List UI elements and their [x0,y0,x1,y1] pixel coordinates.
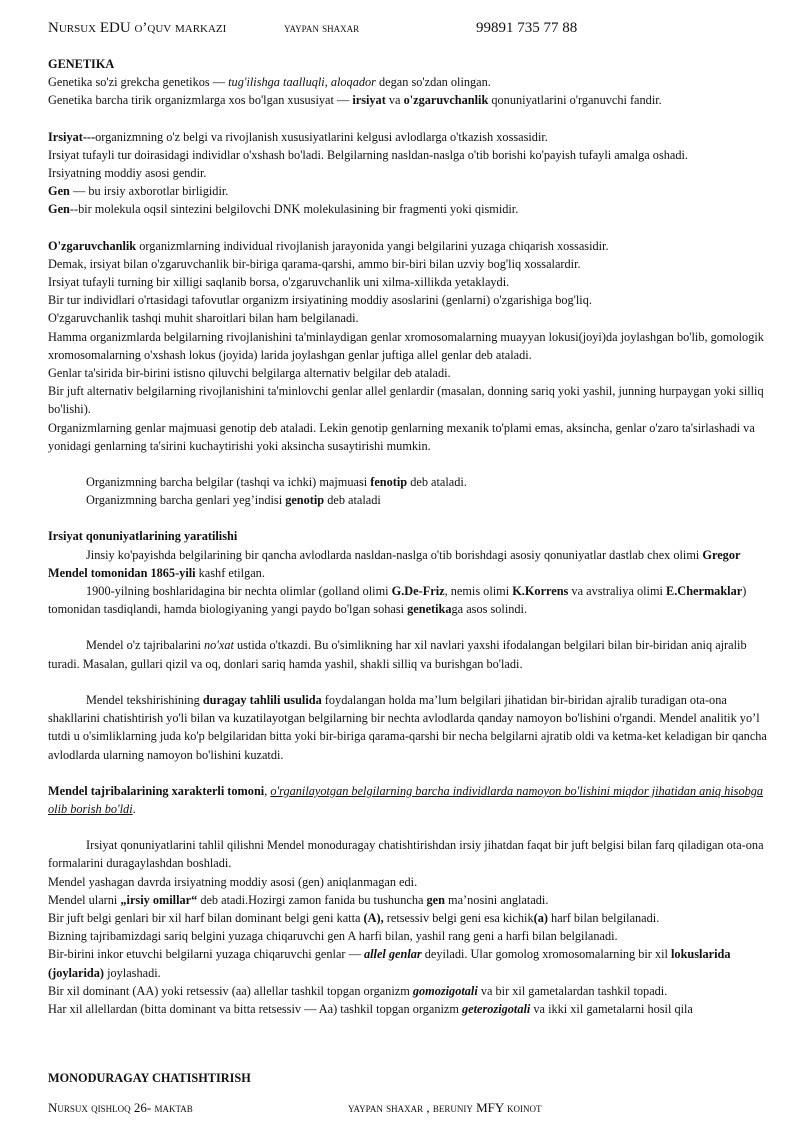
paragraph: O'zgaruvchanlik organizmlarning individual rivojlanish jarayonida yangi belgilarini yuzaga chiqarish xossasidir. [48,238,609,253]
paragraph: Irsiyatning moddiy asosi gendir. [48,166,207,181]
section-title-irsiyat: Irsiyat qonuniyatlarining yaratilishi [48,529,238,544]
paragraph: Irsiyat tufayli turning bir xilligi saqlanib borsa, o'zgaruvchanlik uni xilma-xillikda yetaklaydi. [48,275,510,290]
paragraph: Hamma organizmlarda belgilarning rivojlanishini ta'minlaydigan genlar xromosomalarning muayyan lokusi(joyi)da joylashgan bo'lib, gomologik xromosomalarning o'xshash lokus (joyida) larida joylashgan genlar juftiga allel genlar deb ataladi. [48,329,764,362]
paragraph: Mendel yashagan davrda irsiyatning moddiy asosi (gen) aniqlanmagan edi. [48,874,418,889]
paragraph: Gen--bir molekula oqsil sintezini belgilovchi DNK molekulasining bir fragmenti yoki qismidir. [48,202,519,217]
footer-school: Nursux qishloq 26- maktab [48,1100,193,1115]
paragraph: 1900-yilning boshlaridagina bir nechta olimlar (golland olimi G.De-Friz, nemis olimi K.Korrens va avstraliya olimi E.Chermaklar) tomonidan tasdiqlandi, hamda biologiyaning yangi paydo bo'lgan sohasi genetikaga asos solindi. [48,584,747,617]
header-phone: 99891 735 77 88 [476,20,578,36]
page-footer [48,1100,768,1120]
paragraph: Irsiyat tufayli tur doirasidagi individlar o'xshash bo'ladi. Belgilarning nasldan-naslga o'tib borishi ko'payish tufayli amalga oshadi. [48,147,688,162]
paragraph: Mendel tekshirishining duragay tahlili usulida foydalangan holda ma’lum belgilari jihatidan bir-biridan ajralib turadigan ota-ona shakllarini chatishtirish yo'li bilan va kuzatilayotgan belgilarning bir nechta avlodlarda qanday namoyon bo'lishini o'rgandi. Mendel analitik yo’l tutdi u o'simliklarning juda ko'p belgilaridan bitta yoki bir-biriga qarama-qarshi bir necha belgilarni ajratib oldi va ketma-ket keladigan bir qancha avlodlarda ularning namoyon bo'lishini kuzatdi. [48,692,767,762]
paragraph: Bir xil dominant (AA) yoki retsessiv (aa) allellar tashkil topgan organizm gomozigotali va bir xil gametalardan tashkil topadi. [48,983,668,998]
section-title-genetika: GENETIKA [48,57,115,71]
paragraph: Genlar ta'sirida bir-birini istisno qiluvchi belgilarga alternativ belgilar deb ataladi. [48,366,451,381]
paragraph: Organizmning barcha belgilar (tashqi va ichki) majmuasi fenotip deb ataladi. [86,475,467,490]
paragraph: Irsiyat qonuniyatlarini tahlil qilishni Mendel monoduragay chatishtirishdan irsiy jihatdan faqat bir juft belgisi bilan farq qiladigan ota-ona formalarini duragaylashdan boshladi. [48,838,764,871]
paragraph: Har xil allellardan (bitta dominant va bitta retsessiv — Aa) tashkil topgan organizm geterozigotali va ikki xil gametalarni hosil qila [48,1001,693,1016]
header-org: Nursux EDU o’quv markazi [48,20,227,36]
paragraph: Mendel o'z tajribalarini no'xat ustida o'tkazdi. Bu o'simlikning har xil navlari yaxshi ifodalangan belgilari bilan bir-biridan aniq ajralib turadi. Masalan, gullari qizil va oq, donlari sariq hamda yashil, shakli silliq va burishgan bo'ladi. [48,638,747,671]
paragraph: Organizmlarning genlar majmuasi genotip deb ataladi. Lekin genotip genlarning mexanik to'plami emas, aksincha, genlar o'zaro ta'sirlashadi va yonidagi genlarning ta'sirini kuchaytirishi yoki aksincha susaytirishi mumkin. [48,420,755,453]
paragraph: Organizmning barcha genlari yeg’indisi genotip deb ataladi [86,493,381,508]
next-section-title: MONODURAGAY CHATISHTIRISH [48,1071,251,1085]
paragraph: O'zgaruvchanlik tashqi muhit sharoitlari bilan ham belgilanadi. [48,311,359,326]
paragraph: Mendel ularni „irsiy omillar“ deb atadi.Hozirgi zamon fanida bu tushuncha gen ma’nosini anglatadi. [48,892,549,907]
paragraph: Genetika so'zi grekcha genetikos — tug'ilishga taalluqli, aloqador degan so'zdan olingan. [48,75,491,90]
document-body [48,55,768,1018]
header-author: yaypan shaxar [284,20,360,35]
paragraph: Bir juft belgi genlari bir xil harf bilan dominant belgi geni katta (A), retsessiv belgi geni esa kichik(a) harf bilan belgilanadi. [48,910,660,925]
footer-location: yaypan shaxar , beruniy MFY koinot [348,1100,542,1115]
paragraph: Bir juft alternativ belgilarning rivojlanishini ta'minlovchi genlar allel genlardir (masalan, donning sariq yoki yashil, junning hurpaygan yoki silliq bo'lishi). [48,384,764,417]
paragraph: Bir tur individlari o'rtasidagi tafovutlar organizm irsiyatining moddiy asoslarini (genlarni) o'zgarishiga bog'liq. [48,293,592,308]
paragraph: Bizning tajribamizdagi sariq belgini yuzaga chiqaruvchi gen A harfi bilan, yashil rang geni a harfi bilan belgilanadi. [48,929,618,944]
paragraph: Bir-birini inkor etuvchi belgilarni yuzaga chiqaruvchi genlar — allel genlar deyiladi. Ular gomolog xromosomalarning bir xil lokuslarida (joylarida) joylashadi. [48,947,731,980]
paragraph: Mendel tajribalarining xarakterli tomoni, o'rganilayotgan belgilarning barcha individlarda namoyon bo'lishini miqdor jihatidan aniq hisobga olib borish bo'ldi. [48,783,764,816]
paragraph: Irsiyat---organizmning o'z belgi va rivojlanish xususiyatlarini kelgusi avlodlarga o'tkazish xossasidir. [48,129,548,144]
page-header [48,20,768,42]
paragraph: Genetika barcha tirik organizmlarga xos bo'lgan xususiyat — irsiyat va o'zgaruvchanlik qonuniyatlarini o'rganuvchi fandir. [48,93,662,108]
paragraph: Jinsiy ko'payishda belgilarining bir qancha avlodlarda nasldan-naslga o'tib borishdagi asosiy qonuniyatlar dastlab chex olimi Gregor Mendel tomonidan 1865-yili kashf etilgan. [48,547,741,580]
paragraph: Demak, irsiyat bilan o'zgaruvchanlik bir-biriga qarama-qarshi, ammo bir-biri bilan uzviy bog'liq xossalardir. [48,256,581,271]
paragraph: Gen — bu irsiy axborotlar birligidir. [48,184,229,199]
